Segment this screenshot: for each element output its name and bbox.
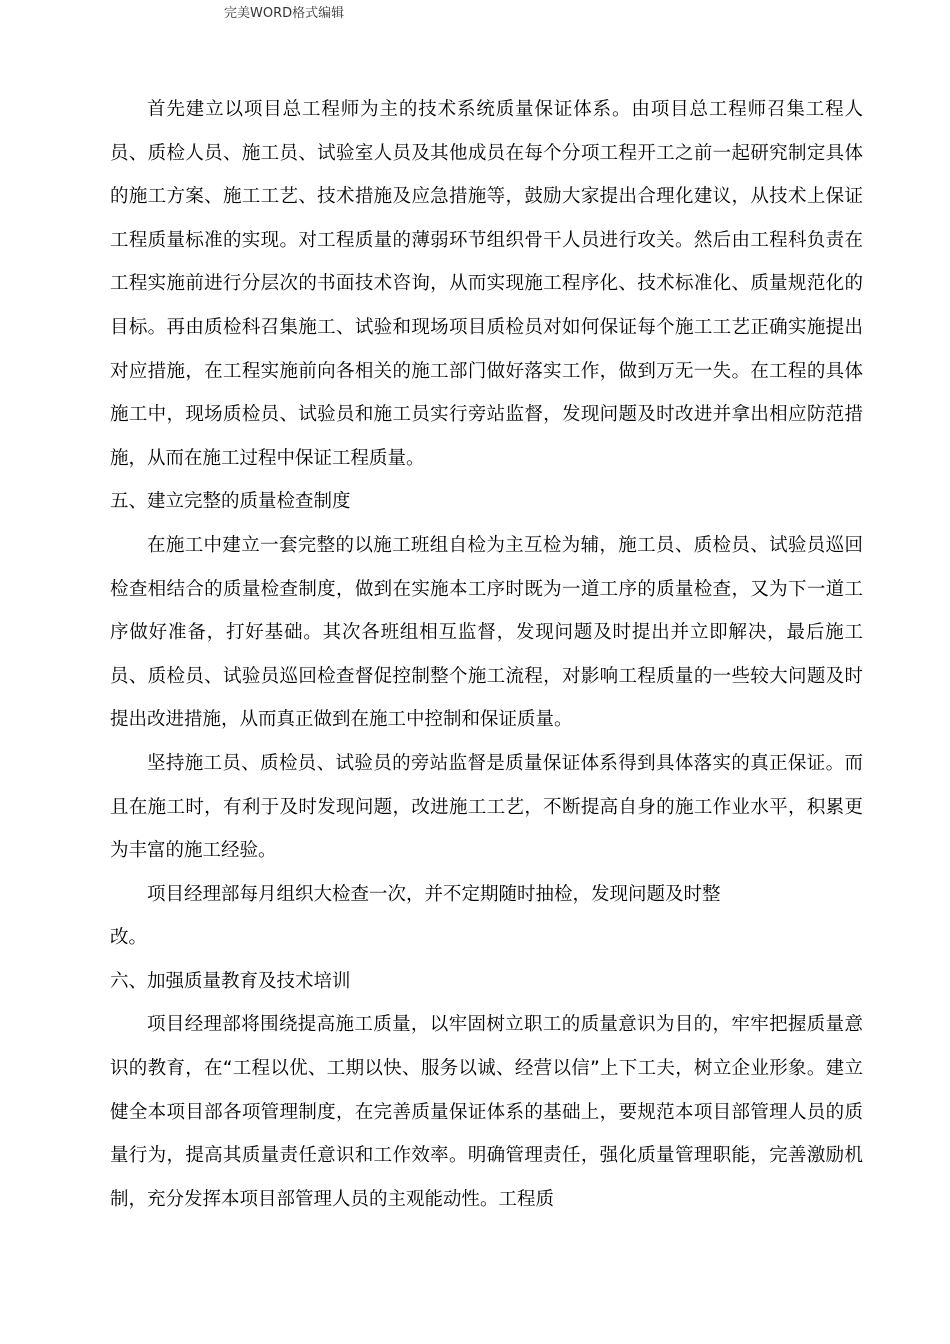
page-header: 完美WORD格式编辑 xyxy=(224,6,345,21)
paragraph-quality-education: 项目经理部将围绕提高施工质量，以牢固树立职工的质量意识为目的，牢牢把握质量意识的教育，在“工程以优、工期以快、服务以诚、经营以信”上下工夫，树立企业形象。建立健全本项目部各项管理制度，在完善质量保证体系的基础上，要规范本项目部管理人员的质量行为，提高其质量责任意识和工作效率。明确管理责任，强化质量管理职能，完善激励机制，充分发挥本项目部管理人员的主观能动性。工程质 xyxy=(110,1014,863,1210)
paragraph-monthly-check-line1: 项目经理部每月组织大检查一次，并不定期随时抽检，发现问题及时整 xyxy=(147,883,721,905)
section-heading-5: 五、建立完整的质量检查制度 xyxy=(110,491,351,513)
paragraph-monthly-check-line2: 改。 xyxy=(110,927,148,949)
section-heading-6: 六、加强质量教育及技术培训 xyxy=(110,970,351,992)
paragraph-tech-quality-system: 首先建立以项目总工程师为主的技术系统质量保证体系。由项目总工程师召集工程人员、质检人员、施工员、试验室人员及其他成员在每个分项工程开工之前一起研究制定具体的施工方案、施工工艺、技术措施及应急措施等，鼓励大家提出合理化建议，从技术上保证工程质量标准的实现。对工程质量的薄弱环节组织骨干人员进行攻关。然后由工程科负责在工程实施前进行分层次的书面技术咨询，从而实现施工程序化、技术标准化、质量规范化的目标。再由质检科召集施工、试验和现场项目质检员对如何保证每个施工工艺正确实施提出对应措施，在工程实施前向各相关的施工部门做好落实工作，做到万无一失。在工程的具体施工中，现场质检员、试验员和施工员实行旁站监督，发现问题及时改进并拿出相应防范措施，从而在施工过程中保证工程质量。 xyxy=(110,99,863,469)
paragraph-supervision: 坚持施工员、质检员、试验员的旁站监督是质量保证体系得到具体落实的真正保证。而且在施工时，有利于及时发现问题，改进施工工艺，不断提高自身的施工作业水平，积累更为丰富的施工经验。 xyxy=(110,752,863,862)
paragraph-quality-inspection: 在施工中建立一套完整的以施工班组自检为主互检为辅，施工员、质检员、试验员巡回检查相结合的质量检查制度，做到在实施本工序时既为一道工序的质量检查，又为下一道工序做好准备，打好基础。其次各班组相互监督，发现问题及时提出并立即解决，最后施工员、质检员、试验员巡回检查督促控制整个施工流程，对影响工程质量的一些较大问题及时提出改进措施，从而真正做到在施工中控制和保证质量。 xyxy=(110,534,863,731)
document-body xyxy=(110,88,863,1221)
